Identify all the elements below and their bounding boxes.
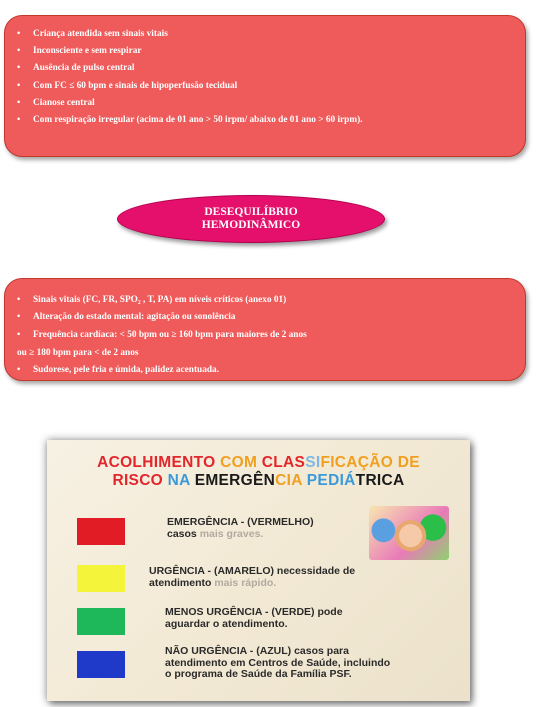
list-item-text: Ausência de pulso central <box>33 63 135 74</box>
risk-classification-poster <box>47 440 470 701</box>
list-item-text: Com respiração irregular (acima de 01 ano > 50 irpm/ abaixo de 01 ano > 60 irpm). <box>33 115 363 126</box>
list-item-text: Com FC ≤ 60 bpm e sinais de hipoperfusão tecidual <box>33 80 238 91</box>
section-heading-pill <box>117 195 385 243</box>
criteria-box-2 <box>4 278 526 381</box>
list-item <box>17 361 513 379</box>
level-title: EMERGÊNCIA - (VERMELHO) <box>167 516 314 528</box>
bullet-icon: • <box>17 312 21 323</box>
list-item <box>17 94 513 111</box>
list-item <box>17 326 513 344</box>
child-photo-image <box>369 506 449 560</box>
title-segment: RISCO <box>112 472 168 489</box>
list-item <box>17 60 513 77</box>
heading-line-2: HEMODINÂMICO <box>201 219 301 231</box>
list-item <box>17 309 513 327</box>
criteria-box-1 <box>4 15 526 157</box>
title-segment: ACOLHIMENTO <box>97 454 221 471</box>
list-item-text: Inconsciente e sem respirar <box>33 45 142 56</box>
list-item-text: Frequência cardíaca: < 50 bpm ou ≥ 160 bpm para maiores de 2 anos <box>33 329 307 340</box>
level-desc <box>167 529 314 541</box>
bullet-icon: • <box>17 28 21 39</box>
bullet-icon: • <box>17 329 21 340</box>
title-segment: CLAS <box>261 454 306 471</box>
list-item-text: ou ≥ 180 bpm para < de 2 anos <box>17 347 139 358</box>
level-desc-b: mais graves. <box>199 527 264 540</box>
list-item-text: Cianose central <box>33 97 95 108</box>
list-item <box>17 25 513 42</box>
level-title: URGÊNCIA - (AMARELO) necessidade de <box>149 565 356 577</box>
bullet-icon: • <box>17 63 21 74</box>
blue-swatch <box>77 651 125 678</box>
list-item <box>17 291 513 309</box>
level-emergencia <box>167 517 314 540</box>
title-segment: SI <box>305 454 321 471</box>
bullet-icon: • <box>17 45 21 56</box>
list-item-text: Criança atendida sem sinais vitais <box>33 28 168 39</box>
title-segment: EMERGÊN <box>194 472 276 489</box>
title-segment: TRICA <box>355 472 405 489</box>
title-segment: NA <box>167 472 195 489</box>
list-item-text: Sudorese, pele fria e úmida, palidez acentuada. <box>33 365 220 376</box>
list-item-text: Sinais vitais (FC, FR, SPO₂ , T, PA) em níveis críticos (anexo 01) <box>33 294 287 305</box>
bullet-icon: • <box>17 115 21 126</box>
level-desc: aguardar o atendimento. <box>165 617 288 630</box>
level-menos-urgencia <box>165 607 343 630</box>
list-item <box>17 111 513 128</box>
level-nao-urgencia <box>165 646 390 681</box>
title-segment: FICAÇÃO DE <box>320 454 420 471</box>
yellow-swatch <box>77 565 125 592</box>
poster-title-line-2 <box>47 472 470 490</box>
title-segment: COM <box>220 454 262 471</box>
heading-line-1: DESEQUILÍBRIO <box>204 206 298 218</box>
level-desc-b: mais rápido. <box>214 576 277 589</box>
list-item-text: Alteração do estado mental: agitação ou sonolência <box>33 312 236 323</box>
list-item <box>17 344 513 362</box>
bullet-icon: • <box>17 97 21 108</box>
level-desc: atendimento em Centros de Saúde, incluindo <box>165 656 391 669</box>
bullet-icon: • <box>17 365 21 376</box>
level-desc-2: o programa de Saúde da Família PSF. <box>165 668 352 680</box>
level-urgencia <box>149 566 355 589</box>
green-swatch <box>77 608 125 635</box>
level-desc <box>149 578 355 590</box>
level-desc-a: atendimento <box>149 576 215 589</box>
list-item <box>17 77 513 94</box>
bullet-icon: • <box>17 80 21 91</box>
bullet-icon: • <box>17 294 21 305</box>
title-segment: PEDIÁ <box>306 472 356 489</box>
level-desc-a: casos <box>167 527 200 540</box>
poster-title-line-1 <box>47 454 470 472</box>
list-item <box>17 42 513 59</box>
red-swatch <box>77 518 125 545</box>
level-title: MENOS URGÊNCIA - (VERDE) pode <box>165 606 343 618</box>
title-segment: CIA <box>275 472 307 489</box>
level-title: NÃO URGÊNCIA - (AZUL) casos para <box>165 645 349 657</box>
